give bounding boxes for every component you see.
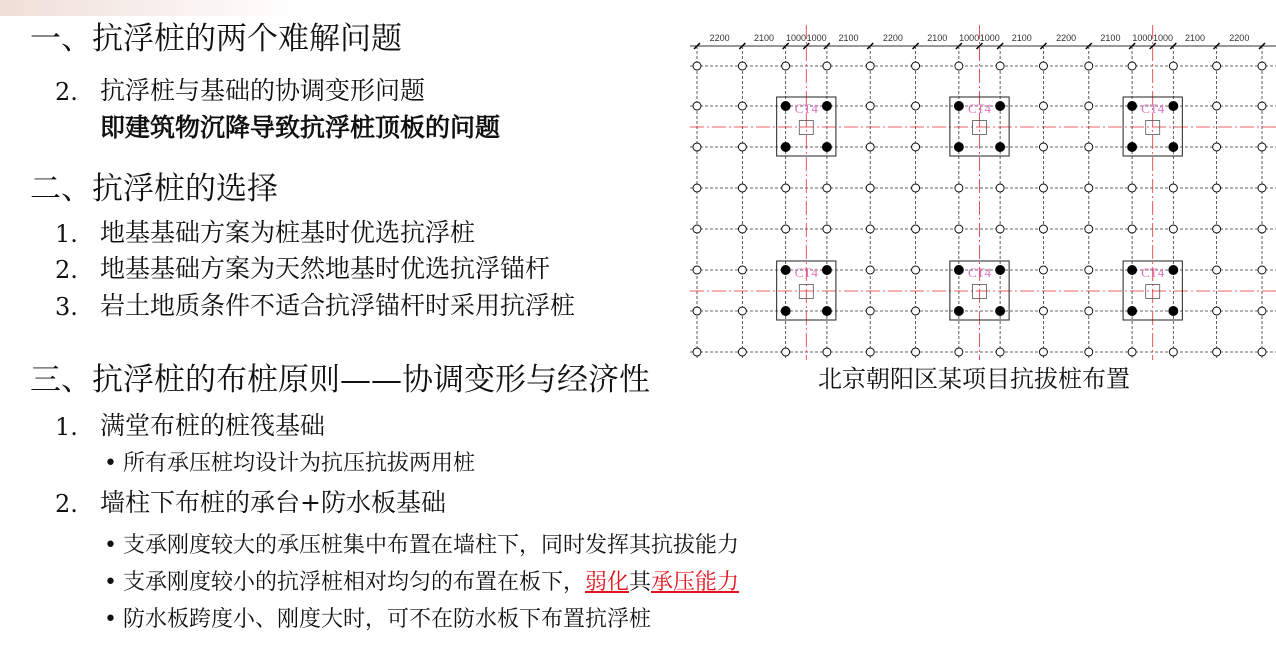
uplift-pile	[1039, 184, 1047, 192]
compression-pile	[996, 102, 1005, 111]
list-item: 地基基础方案为天然地基时优选抗浮锚杆	[100, 254, 551, 283]
uplift-pile	[866, 102, 874, 110]
cap-label: CT4	[1141, 101, 1165, 116]
uplift-pile	[955, 225, 963, 233]
dimension-label: 2100	[754, 33, 775, 43]
compression-pile	[1169, 266, 1178, 275]
uplift-pile	[1085, 348, 1093, 356]
compression-pile	[822, 143, 831, 152]
item-number: 1.	[55, 220, 78, 248]
uplift-pile	[1258, 102, 1266, 110]
dimension-label: 2100	[927, 33, 948, 43]
uplift-pile	[1213, 225, 1221, 233]
compression-pile	[781, 266, 790, 275]
cap-label: CT4	[794, 265, 818, 280]
uplift-pile	[1085, 266, 1093, 274]
uplift-pile	[996, 225, 1004, 233]
uplift-pile	[955, 62, 963, 70]
uplift-pile	[866, 225, 874, 233]
header-decoration	[0, 0, 300, 16]
cap-label: CT4	[967, 101, 992, 116]
list-item: 满堂布桩的桩筏基础	[100, 411, 326, 440]
uplift-pile	[693, 184, 701, 192]
dimension-label: 1000	[785, 33, 806, 43]
uplift-pile	[1258, 348, 1266, 356]
uplift-pile	[1213, 184, 1221, 192]
compression-pile	[1128, 307, 1137, 316]
dimension-label: 2100	[838, 33, 859, 43]
uplift-pile	[738, 143, 746, 151]
uplift-pile	[1085, 184, 1093, 192]
uplift-pile	[1039, 143, 1047, 151]
uplift-pile	[738, 62, 746, 70]
uplift-pile	[866, 184, 874, 192]
compression-pile	[996, 307, 1005, 316]
list-item: 地基基础方案为桩基时优选抗浮桩	[100, 218, 476, 247]
uplift-pile	[996, 348, 1004, 356]
uplift-pile	[1039, 307, 1047, 315]
uplift-pile	[996, 62, 1004, 70]
uplift-pile	[1169, 184, 1177, 192]
bullet-item: • 防水板跨度小、刚度大时，可不在防水板下布置抗浮桩	[104, 609, 651, 631]
compression-pile	[1169, 102, 1178, 111]
dimension-label: 2200	[1229, 33, 1250, 43]
uplift-pile	[1258, 184, 1266, 192]
uplift-pile	[823, 348, 831, 356]
uplift-pile	[1169, 62, 1177, 70]
cap-label: CT4	[967, 265, 992, 280]
dimension-label: 2200	[882, 33, 903, 43]
uplift-pile	[866, 62, 874, 70]
item-number: 2.	[55, 490, 78, 518]
uplift-pile	[1128, 225, 1136, 233]
compression-pile	[954, 143, 963, 152]
uplift-pile	[1128, 184, 1136, 192]
uplift-pile	[1039, 62, 1047, 70]
compression-pile	[822, 102, 831, 111]
item-subtext: 即建筑物沉降导致抗浮桩顶板的问题	[100, 113, 501, 142]
item-number: 3.	[55, 293, 78, 321]
highlight-text: 承压能力	[651, 570, 740, 595]
uplift-pile	[782, 62, 790, 70]
uplift-pile	[1213, 307, 1221, 315]
uplift-pile	[912, 102, 920, 110]
uplift-pile	[782, 225, 790, 233]
compression-pile	[781, 143, 790, 152]
uplift-pile	[1213, 102, 1221, 110]
uplift-pile	[866, 266, 874, 274]
uplift-pile	[738, 348, 746, 356]
uplift-pile	[912, 225, 920, 233]
uplift-pile	[1258, 225, 1266, 233]
dimension-label: 1000	[959, 33, 980, 43]
uplift-pile	[1258, 62, 1266, 70]
cap-label: CT4	[794, 101, 818, 116]
list-item: 岩土地质条件不适合抗浮锚杆时采用抗浮桩	[100, 291, 576, 320]
uplift-pile	[693, 225, 701, 233]
uplift-pile	[693, 266, 701, 274]
uplift-pile	[912, 348, 920, 356]
uplift-pile	[738, 225, 746, 233]
uplift-pile	[955, 184, 963, 192]
compression-pile	[822, 307, 831, 316]
highlight-text: 弱化	[585, 570, 630, 595]
dimension-label: 2100	[1011, 33, 1032, 43]
uplift-pile	[1085, 62, 1093, 70]
uplift-pile	[912, 143, 920, 151]
section1-title: 一、抗浮桩的两个难解问题	[30, 21, 402, 57]
uplift-pile	[912, 184, 920, 192]
uplift-pile	[1039, 348, 1047, 356]
uplift-pile	[1213, 266, 1221, 274]
dimension-label: 1000	[1132, 33, 1153, 43]
uplift-pile	[912, 307, 920, 315]
uplift-pile	[693, 348, 701, 356]
dimension-label: 2200	[709, 33, 730, 43]
uplift-pile	[1128, 348, 1136, 356]
item-number: 1.	[55, 413, 78, 441]
uplift-pile	[738, 184, 746, 192]
item-text: 抗浮桩与基础的协调变形问题	[100, 76, 426, 105]
uplift-pile	[1039, 266, 1047, 274]
compression-pile	[1169, 143, 1178, 152]
uplift-pile	[693, 307, 701, 315]
compression-pile	[822, 266, 831, 275]
compression-pile	[1169, 307, 1178, 316]
uplift-pile	[782, 184, 790, 192]
uplift-pile	[866, 307, 874, 315]
bullet-text: 支承刚度较小的抗浮桩相对均匀的布置在板下，	[122, 570, 585, 595]
uplift-pile	[1258, 266, 1266, 274]
dimension-label: 1000	[979, 33, 1000, 43]
section2-title: 二、抗浮桩的选择	[30, 171, 278, 207]
uplift-pile	[693, 62, 701, 70]
uplift-pile	[1039, 225, 1047, 233]
compression-pile	[996, 143, 1005, 152]
section3-title: 三、抗浮桩的布桩原则——协调变形与经济性	[30, 362, 650, 398]
compression-pile	[781, 102, 790, 111]
uplift-pile	[738, 266, 746, 274]
dimension-label: 1000	[806, 33, 827, 43]
compression-pile	[954, 102, 963, 111]
uplift-pile	[1213, 62, 1221, 70]
item-number: 2.	[55, 78, 78, 106]
bullet-item: • 支承刚度较大的承压桩集中布置在墙柱下，同时发挥其抗拔能力	[104, 535, 739, 557]
compression-pile	[1128, 143, 1137, 152]
uplift-pile	[866, 348, 874, 356]
dimension-label: 2100	[1184, 33, 1205, 43]
uplift-pile	[823, 184, 831, 192]
uplift-pile	[866, 143, 874, 151]
uplift-pile	[912, 62, 920, 70]
dimension-label: 2100	[1100, 33, 1121, 43]
compression-pile	[1128, 266, 1137, 275]
compression-pile	[996, 266, 1005, 275]
bullet-item-highlight	[104, 572, 739, 594]
compression-pile	[954, 266, 963, 275]
bullet-item: • 所有承压桩均设计为抗压抗拔两用桩	[104, 453, 475, 475]
compression-pile	[954, 307, 963, 316]
dimension-label: 1000	[1153, 33, 1174, 43]
pile-layout-plan	[690, 25, 1276, 365]
uplift-pile	[693, 143, 701, 151]
uplift-pile	[1128, 62, 1136, 70]
uplift-pile	[1085, 307, 1093, 315]
dimension-label: 2200	[1056, 33, 1077, 43]
uplift-pile	[1169, 348, 1177, 356]
uplift-pile	[955, 348, 963, 356]
uplift-pile	[912, 266, 920, 274]
uplift-pile	[782, 348, 790, 356]
uplift-pile	[738, 102, 746, 110]
uplift-pile	[1213, 348, 1221, 356]
uplift-pile	[1169, 225, 1177, 233]
uplift-pile	[1085, 102, 1093, 110]
compression-pile	[1128, 102, 1137, 111]
bullet-text: 其	[629, 570, 652, 595]
uplift-pile	[1258, 143, 1266, 151]
uplift-pile	[1039, 102, 1047, 110]
plan-caption: 北京朝阳区某项目抗拔桩布置	[818, 365, 1130, 393]
item-number: 2.	[55, 256, 78, 284]
uplift-pile	[693, 102, 701, 110]
list-item: 墙柱下布桩的承台+防水板基础	[100, 488, 446, 517]
uplift-pile	[1258, 307, 1266, 315]
uplift-pile	[996, 184, 1004, 192]
uplift-pile	[1085, 143, 1093, 151]
uplift-pile	[823, 225, 831, 233]
uplift-pile	[823, 62, 831, 70]
uplift-pile	[1213, 143, 1221, 151]
cap-label: CT4	[1141, 265, 1165, 280]
compression-pile	[781, 307, 790, 316]
uplift-pile	[1085, 225, 1093, 233]
uplift-pile	[738, 307, 746, 315]
